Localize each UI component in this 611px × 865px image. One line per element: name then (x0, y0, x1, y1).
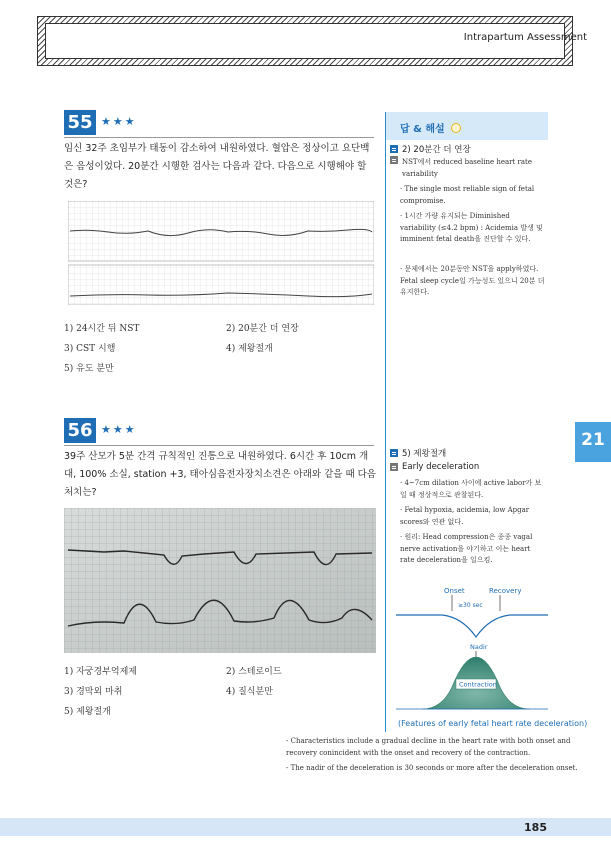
answer-56-heading-text: 5) 제왕절개 (402, 449, 447, 459)
question-56-text: 39주 산모가 5분 간격 규칙적인 진통으로 내원하였다. 6시간 후 10cm 개대, 100% 소실, station +3, 태아심음전자장치소견은 아래와 같을 때 다음 처치는? (64, 451, 376, 498)
q55-option-2: 2) 20분간 더 연장 (226, 324, 299, 334)
q55-option-4: 4) 제왕절개 (226, 344, 273, 354)
early-deceleration-figure (392, 583, 552, 713)
question-55-difficulty-stars: ★★★ (101, 115, 137, 128)
answer-55-heading (390, 143, 471, 155)
figure-caption: (Features of early fetal heart rate deceleration) (398, 719, 588, 728)
question-55-number: 55 (64, 110, 96, 135)
q56-option-5: 5) 제왕절개 (64, 707, 111, 717)
answer-55-bullet-2: · 1시간 가량 유지되는 Diminished variability (≤4.2 bpm) : Acidemia 발생 및 imminent fetal death을 진단할 수 있다. (400, 212, 543, 243)
answer-56-bullet-1: · 4~7cm dilation 사이에 active labor가 보일 때 정상적으로 관찰된다. (400, 479, 542, 499)
answer-tab (386, 112, 548, 140)
question-55-nst-strip (68, 201, 374, 305)
answer-55-heading-text: 2) 20분간 더 연장 (402, 145, 471, 155)
answer-55-sub (390, 156, 546, 180)
nadir-label: Nadir (470, 643, 488, 651)
answer-56-bullet-2: · Fetal hypoxia, acidemia, low Apgar scores와 연관 없다. (400, 506, 530, 526)
question-56-difficulty-stars: ★★★ (101, 423, 137, 436)
q55-option-5: 5) 유도 분만 (64, 364, 114, 374)
answer-55-bullet-1: · The single most reliable sign of fetal compromise. (400, 185, 535, 205)
footnote-1: - Characteristics include a gradual decline in the heart rate with both onset and recovery conincident with the onset and recovery of the contraction. (286, 737, 571, 757)
answer-icon (390, 449, 398, 457)
question-55-text: 임신 32주 초임부가 태동이 감소하여 내원하였다. 혈압은 정상이고 요단백은 음성이었다. 20분간 시행한 검사는 다음과 같다. 다음으로 시행해야 할 것은? (64, 143, 370, 190)
question-56-fhr-photo (64, 508, 376, 653)
q56-option-2: 2) 스테로이드 (226, 667, 282, 677)
q55-option-1: 1) 24시간 뒤 NST (64, 324, 140, 334)
fhr-deceleration-curve (396, 615, 548, 637)
page-number: 185 (524, 821, 547, 834)
question-56-divider (64, 445, 374, 446)
q56-option-1: 1) 자궁경부억제제 (64, 667, 137, 677)
q55-option-3: 3) CST 시행 (64, 344, 116, 354)
sec-label: ≥30 sec (458, 602, 483, 609)
note-icon (390, 156, 398, 164)
chapter-side-tab: 21 (575, 422, 611, 462)
answer-56-heading (390, 447, 446, 459)
footnote-2: - The nadir of the deceleration is 30 seconds or more after the deceleration onset. (286, 764, 578, 772)
onset-label: Onset (444, 587, 465, 595)
answer-icon (390, 145, 398, 153)
recovery-label: Recovery (489, 587, 522, 595)
question-56-number: 56 (64, 418, 96, 443)
chapter-title: Intrapartum Assessment (463, 32, 587, 43)
lightbulb-icon (451, 123, 461, 133)
footer-bar (0, 818, 611, 836)
q56-option-3: 3) 경막외 마취 (64, 687, 123, 697)
contraction-label: Contraction (459, 680, 497, 689)
note-icon (390, 463, 398, 471)
answer-56-sub-text: Early deceleration (402, 462, 480, 472)
answer-56-sub (390, 462, 479, 472)
question-55-divider (64, 137, 374, 138)
answer-56-bullet-3: · 원리: Head compression은 종종 vagal nerve activation을 야기하고 이는 heart rate deceleration을 일으킴. (400, 533, 533, 564)
answer-tab-label: 답 & 해설 (400, 124, 445, 135)
answer-55-sub-text: NST에서 reduced baseline heart rate variability (402, 158, 533, 178)
answer-55-bullet-3: · 문제에서는 20분동안 NST을 apply하였다. Fetal sleep cycle일 가능성도 있으니 20분 더 유지한다. (400, 265, 545, 296)
q56-option-4: 4) 질식분만 (226, 687, 273, 697)
